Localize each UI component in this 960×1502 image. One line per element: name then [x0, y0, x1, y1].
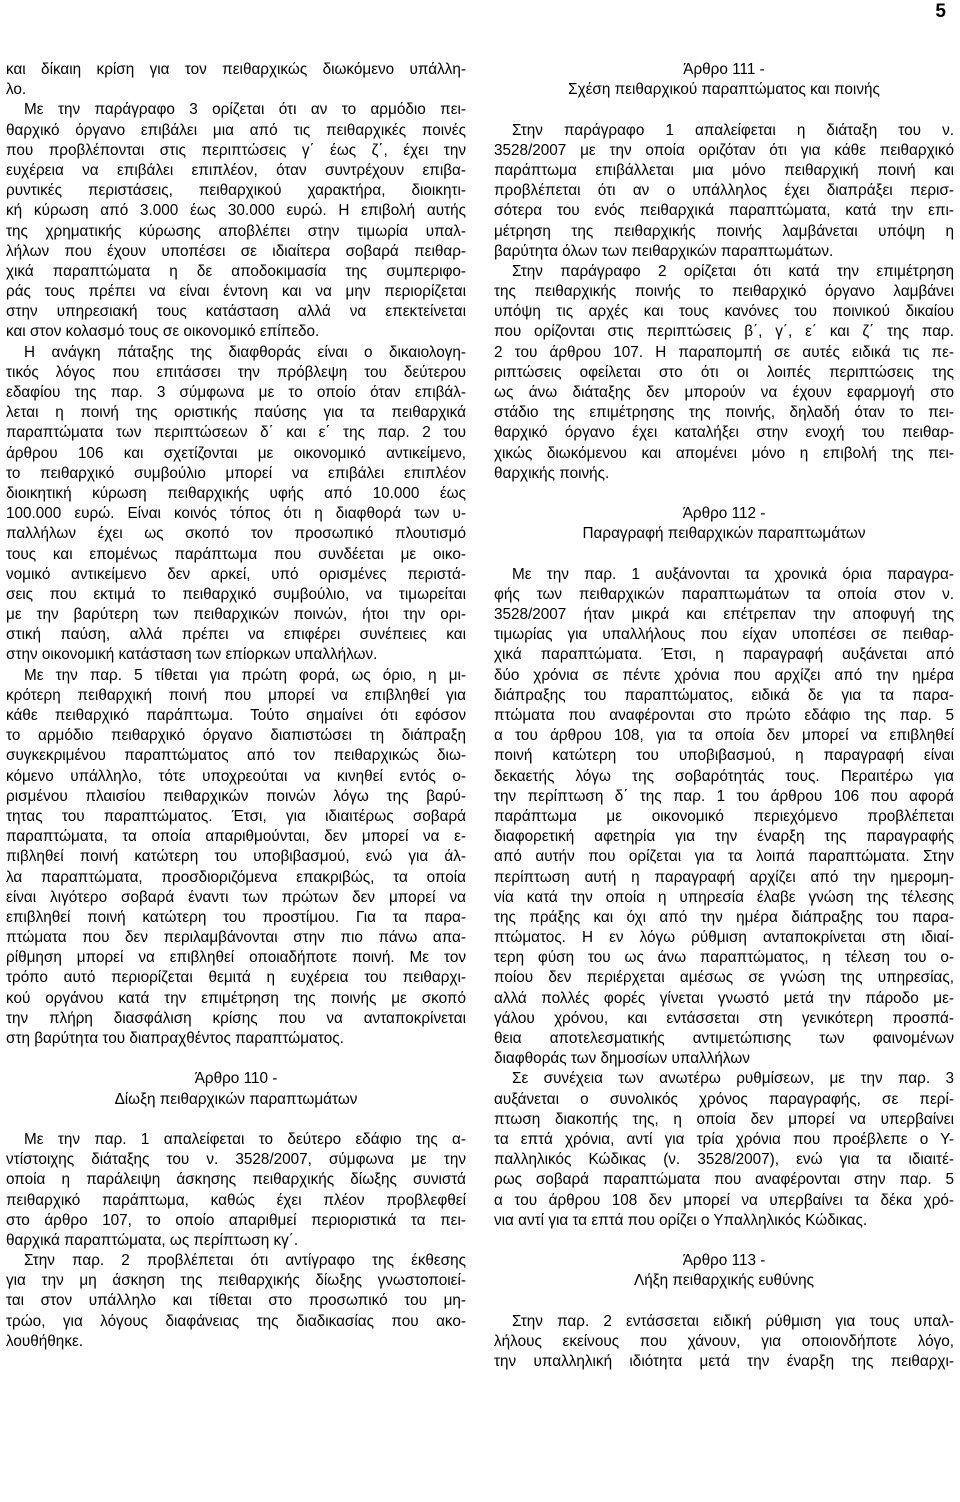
text-line: θαρχικό όργανο επιβάλει μια από τις πειθαρχικές ποινές — [6, 121, 466, 139]
text-line: πειθαρχικό παράπτωμα, καθώς έχει πλέον προβλεφθεί — [6, 1191, 466, 1209]
text-line: την υπαλληλική ιδιότητα μετά την έναρξη της πειθαρχι- — [494, 1353, 954, 1370]
text-line: χικά παραπτώματα. Έτσι, η παραγραφή αυξάνεται από — [494, 646, 954, 664]
text-line: δύο χρόνια σε πέντε χρόνια που αρχίζει από την ημέρα — [494, 666, 954, 684]
text-line: διάπραξης του παραπτώματος, ειδικά δε για τα παρα- — [494, 686, 954, 704]
text-line: που ορίζονται στις περιπτώσεις β΄, γ΄, ε΄ και ζ΄ της παρ. — [494, 323, 954, 341]
text-line: Με την παράγραφο 3 ορίζεται ότι αν το αρμόδιο πει- — [24, 101, 466, 119]
text-line: σεις που εκτιμά το πειθαρχικό συμβούλιο, να τιμωρείται — [6, 585, 466, 603]
text-line: λο. — [6, 81, 27, 99]
text-line: λήλων που έχουν υποπέσει σε ιδιαίτερα σοβαρά πειθαρ- — [6, 242, 466, 260]
text-line: στάδιο της επιμέτρησης της ποινής, δηλαδή όταν το πει- — [494, 404, 954, 422]
text-line: διοικητική κύρωση πειθαρχικής υφής από 10.000 έως — [6, 484, 466, 502]
text-line: χικώς διωκόμενου και απομένει μόνο η επιβολή της πει- — [494, 444, 954, 462]
text-line: παράπτωμα επιβάλλεται μια μόνο πειθαρχική ποινή και — [494, 161, 954, 179]
text-line: κόμενο υπάλληλο, τότε υποχρεούται να κινηθεί εντός ο- — [6, 767, 466, 785]
text-line: πιβληθεί ποινή κατώτερη του υποβιβασμού, ενώ για άλ- — [6, 848, 466, 866]
article-heading-line: Άρθρο 113 - — [682, 1252, 766, 1270]
text-line: της πειθαρχικής ποινής το πειθαρχικό όργανο λαμβάνει — [494, 283, 954, 301]
text-line: στική παύση, αλλά πρέπει να επιφέρει συνέπειες και — [6, 626, 466, 644]
text-line: ποίου δεν περιέρχεται αμέσως σε γνώση της υπηρεσίας, — [494, 969, 954, 987]
text-line: 3528/2007 ήταν μικρά και επέτρεπαν την αποφυγή της — [494, 606, 954, 624]
text-line: 100.000 ευρώ. Είναι κοινός τόπος ότι η διαφθορά των υ- — [6, 505, 466, 523]
text-line: θαρχικό όργανο έχει καταλήξει στην ενοχή του πειθαρ- — [494, 424, 954, 442]
text-line: εδαφίου της παρ. 3 σύμφωνα με το οποίο όταν επιβάλ- — [6, 384, 466, 401]
text-line: παραπτώματα των περιπτώσεων δ΄ και ε΄ της παρ. 2 του — [6, 424, 466, 442]
article-heading-line: Άρθρο 111 - — [683, 61, 765, 78]
text-line: παλλήλων έχει ως σκοπό τον προσωπικό πλουτισμό — [6, 525, 466, 543]
text-line: κάθε πειθαρχικό παράπτωμα. Τούτο σημαίνει ότι εφόσον — [6, 707, 466, 724]
text-line: ρως σοβαρά παραπτώματα που αναφέρονται στην παρ. 5 — [494, 1171, 954, 1189]
right-column — [494, 60, 954, 1372]
blank-line — [494, 545, 954, 565]
text-line: το αρμόδιο πειθαρχικό όργανο διαπιστώσει τη διάπραξη — [6, 727, 466, 745]
text-line: υπόψη τις αρχές και τους κανόνες του ποινικού δικαίου — [494, 303, 954, 321]
text-line: περίπτωση αυτή η παραγραφή αρχίζει από την ημερομη- — [494, 868, 954, 886]
text-line: νια αντί για τα επτά που ορίζει ο Υπαλληλικός Κώδικας. — [494, 1211, 868, 1229]
text-line: μέτρηση της πειθαρχικής ποινής λαμβάνεται υπόψη η — [494, 222, 954, 240]
text-line: α του άρθρου 108, για τα οποία δεν μπορεί να επιβληθεί — [494, 727, 954, 745]
text-line: Στην παράγραφο 2 ορίζεται ότι κατά την επιμέτρηση — [512, 262, 954, 280]
text-line: και δίκαιη κρίση για τον πειθαρχικώς διωκόμενο υπάλλη- — [6, 61, 466, 78]
text-line: που προβλέπονται στις περιπτώσεις γ΄ έως ζ΄, έχει την — [6, 141, 466, 159]
text-line: κού οργάνου κατά την επιμέτρηση της ποινής με σκοπό — [6, 989, 466, 1007]
text-line: λουθήθηκε. — [6, 1332, 84, 1350]
article-heading-line: Παραγραφή πειθαρχικών παραπτωμάτων — [582, 525, 866, 543]
text-line: λα παραπτώματα, προσδιοριζόμενα επακριβώς, τα οποία — [6, 868, 466, 886]
text-line: Στην παρ. 2 εντάσσεται ειδική ρύθμιση για τους υπαλ- — [512, 1312, 954, 1330]
text-line: παράπτωμα με οικονομικό περιεχόμενο προβλέπεται — [494, 807, 954, 825]
text-line: θαρχικής ποινής. — [494, 464, 610, 482]
text-line: τερη φύση του ως άνω παραπτώματος, η τέλεση του ο- — [494, 949, 954, 967]
text-line: Η ανάγκη πάταξης της διαφθοράς είναι ο δικαιολογη- — [24, 343, 466, 361]
text-line: ράς τους πρέπει να είναι έντονη και να μην περιορίζεται — [6, 283, 466, 301]
text-line: θαρχικά παραπτώματα, ως περίπτωση κγ΄. — [6, 1231, 299, 1249]
text-line: ποινή κατώτερη του υποβιβασμού, η παραγραφή είναι — [494, 747, 954, 765]
blank-line — [494, 1291, 954, 1311]
text-line: Σε συνέχεια των ανωτέρω ρυθμίσεων, με την παρ. 3 — [512, 1070, 954, 1088]
text-line: συγκεκριμένου παραπτώματος από τον πειθαρχικώς διω- — [6, 747, 466, 765]
text-line: της χρηματικής κύρωσης αποβλέπει στην τιμωρία υπαλ- — [6, 222, 466, 240]
text-line: τικός λόγος που επιτάσσει την πρόβλεψη του δεύτερου — [6, 363, 466, 381]
text-line: λεται η ποινή της οριστικής παύσης για τα πειθαρχικά — [6, 404, 466, 422]
text-line: με την βαρύτερη των πειθαρχικών ποινών, ήτοι την ορι- — [6, 606, 466, 624]
text-line: τα επτά χρόνια, αντί για τρία χρόνια που προέβλεπε ο Υ- — [494, 1130, 954, 1148]
text-line: στη βαρύτητα του διαπραχθέντος παραπτώματος. — [6, 1030, 344, 1047]
text-line: γάλου χρόνου, και εντάσσεται στη γενικότερη προσπά- — [494, 1009, 954, 1027]
text-line: παλληλικός Κώδικας (ν. 3528/2007), ενώ για τα ιδιαιτέ- — [494, 1151, 954, 1169]
text-line: ρισμένου πλαισίου πειθαρχικών ποινών λόγω της βαρύ- — [6, 787, 466, 805]
text-line: άρθρου 106 και σχετίζονται με οικονομικό αντικείμενο, — [6, 444, 466, 462]
text-line: κή κύρωση από 3.000 έως 30.000 ευρώ. Η επιβολή αυτής — [6, 202, 466, 220]
text-line: διαφορετική αφετηρία για την έναρξη της παραγραφής — [494, 828, 954, 846]
text-line: ως άνω διάταξης δεν μπορούν να έχουν εφαρμογή στο — [494, 384, 954, 401]
article-heading-line: Λήξη πειθαρχικής ευθύνης — [634, 1272, 814, 1290]
text-line: πτωση διακοπής της, η οποία δεν μπορεί να υπερβαίνει — [494, 1110, 954, 1128]
text-line: πτώματα που δεν περιλαμβάνονται στην πιο πάνω απα- — [6, 929, 466, 947]
text-line: ται στον υπάλληλο και τίθεται στο προσωπικό του μη- — [6, 1292, 466, 1310]
left-column — [6, 60, 466, 1352]
text-line: ρίθμηση μπορεί να επιβληθεί οποιαδήποτε ποινή. Με τον — [6, 949, 466, 967]
text-line: δεκαετής λόγω της σοβαρότητάς τους. Περαιτέρω για — [494, 767, 954, 785]
text-line: τιμωρίας για υπαλλήλους που είχαν υποπέσει σε πειθαρ- — [494, 626, 954, 644]
text-line: 2 του άρθρου 107. Η παραπομπή σε αυτές ειδικά τις πε- — [494, 343, 954, 361]
text-line: φής των πειθαρχικών παραπτωμάτων τα οποία στον ν. — [494, 585, 954, 603]
text-line: σότερα του ενός πειθαρχικά παραπτώματα, κατά την επι- — [494, 202, 954, 220]
article-heading-line: Άρθρο 110 - — [194, 1070, 278, 1088]
blank-line — [494, 1231, 954, 1251]
text-line: αλλά πολλές φορές γίνεται γνωστό μετά την πάροδο με- — [494, 989, 954, 1007]
text-line: την πλήρη διασφάλιση κρίσης που να ανταποκρίνεται — [6, 1009, 466, 1027]
text-line: διαφθοράς των δημοσίων υπαλλήλων — [494, 1050, 750, 1068]
text-line: παραπτώματα, τα οποία απαριθμούνται, δεν μπορεί να ε- — [6, 828, 466, 846]
text-line: τρώο, για λόγους διαφάνειας της διαδικασίας που ακο- — [6, 1312, 466, 1330]
blank-line — [6, 1049, 466, 1069]
text-line: νομικό αντικείμενο δεν αρκεί, υπό ορισμένες περιστά- — [6, 565, 466, 583]
text-line: Στην παρ. 2 προβλέπεται ότι αντίγραφο της έκθεσης — [24, 1252, 466, 1270]
text-line: της πράξης και όχι από την ημέρα διάπραξης του παρα- — [494, 908, 954, 926]
text-line: για την μη άσκηση της πειθαρχικής δίωξης γνωστοποιεί- — [6, 1272, 466, 1290]
text-line: τρόπο αυτό περιορίζεται θεμιτά η ευχέρεια του πειθαρχι- — [6, 969, 466, 987]
text-line: τους και επομένως παράπτωμα που συνδέεται με οικο- — [6, 545, 466, 563]
text-line: προβλέπεται ότι αν ο υπάλληλος έχει διαπράξει περισ- — [494, 182, 954, 200]
text-line: στην οικονομική κατάσταση των επίορκων υπαλλήλων. — [6, 646, 378, 664]
article-heading-line: Δίωξη πειθαρχικών παραπτωμάτων — [114, 1090, 358, 1108]
text-line: είναι λιγότερο σοβαρά έναντι των πρώτων δεν μπορεί να — [6, 888, 466, 906]
text-line: ντίστοιχης διάταξης του ν. 3528/2007, σύμφωνα με την — [6, 1151, 466, 1169]
article-heading-line: Άρθρο 112 - — [682, 505, 766, 523]
text-line: 3528/2007 με την οποία οριζόταν ότι για κάθε πειθαρχικό — [494, 141, 954, 159]
text-line: στο άρθρο 107, το οποίο απαριθμεί περιοριστικά τα πει- — [6, 1211, 466, 1229]
text-line: θεια αποτελεσματικής αντιμετώπισης των φαινομένων — [494, 1030, 954, 1047]
text-line: χικά παραπτώματα η δε αποδοκιμασία της συμπεριφο- — [6, 262, 466, 280]
text-line: το πειθαρχικό συμβούλιο μπορεί να επιβάλει επιπλέον — [6, 464, 466, 482]
text-line: νία κατά την οποία η υπηρεσία έλαβε γνώση της τέλεσης — [494, 888, 954, 906]
text-line: ριπτώσεις οφείλεται στο ότι οι λοιπές περιπτώσεις της — [494, 363, 954, 381]
text-line: πτώματος. Η εν λόγω ρύθμιση ανταποκρίνεται στη ιδιαί- — [494, 929, 954, 947]
text-line: ρυντικές περιστάσεις, πειθαρχικού χαρακτήρα, διοικητι- — [6, 182, 466, 200]
text-line: κρότερη πειθαρχική ποινή που μπορεί να επιβληθεί για — [6, 686, 466, 704]
text-line: Στην παράγραφο 1 απαλείφεται η διάταξη του ν. — [512, 121, 954, 139]
text-line: πτώματα που αναφέρονται στο πρώτο εδάφιο της παρ. 5 — [494, 707, 954, 724]
text-line: Με την παρ. 1 απαλείφεται το δεύτερο εδάφιο της α- — [24, 1130, 466, 1148]
text-line: α του άρθρου 108 δεν μπορεί να υπερβαίνει τα δέκα χρό- — [494, 1191, 954, 1209]
text-line: ευχέρεια να επιβάλει επιπλέον, όταν συντρέχουν επιβα- — [6, 161, 466, 179]
text-line: Με την παρ. 1 αυξάνονται τα χρονικά όρια παραγρα- — [512, 565, 954, 583]
article-heading-line: Σχέση πειθαρχικού παραπτώματος και ποινής — [568, 81, 880, 99]
text-line: και στον κολασμό τους σε οικονομικό επίπεδο. — [6, 323, 320, 341]
text-line: επιβληθεί ποινή κατώτερη του προστίμου. Για τα παρα- — [6, 908, 466, 926]
blank-line — [494, 100, 954, 120]
text-line: βαρύτητα όλων των πειθαρχικών παραπτωμάτων. — [494, 242, 834, 260]
text-line: τητας του παραπτώματος. Έτσι, για ιδιαιτέρως σοβαρά — [6, 807, 466, 825]
blank-line — [6, 1110, 466, 1130]
blank-line — [494, 484, 954, 504]
text-line: από αυτήν που ορίζεται για τα λοιπά παραπτώματα. Στην — [494, 848, 954, 866]
text-line: την περίπτωση δ΄ της παρ. 1 του άρθρου 106 που αφορά — [494, 787, 954, 805]
text-line: αυξάνεται ο συνολικός χρόνος παραγραφής, σε περί- — [494, 1090, 954, 1108]
page-number: 5 — [935, 1, 946, 22]
text-line: Με την παρ. 5 τίθεται για πρώτη φορά, ως όριο, η μι- — [24, 666, 466, 684]
text-line: οποία η παράλειψη άσκησης πειθαρχικής δίωξης συνιστά — [6, 1171, 466, 1189]
text-line: στην υπηρεσιακή τους κατάσταση αλλά να επεκτείνεται — [6, 303, 466, 321]
text-line: λήλους εκείνους που χάνουν, για οποιονδήποτε λόγο, — [494, 1332, 954, 1350]
